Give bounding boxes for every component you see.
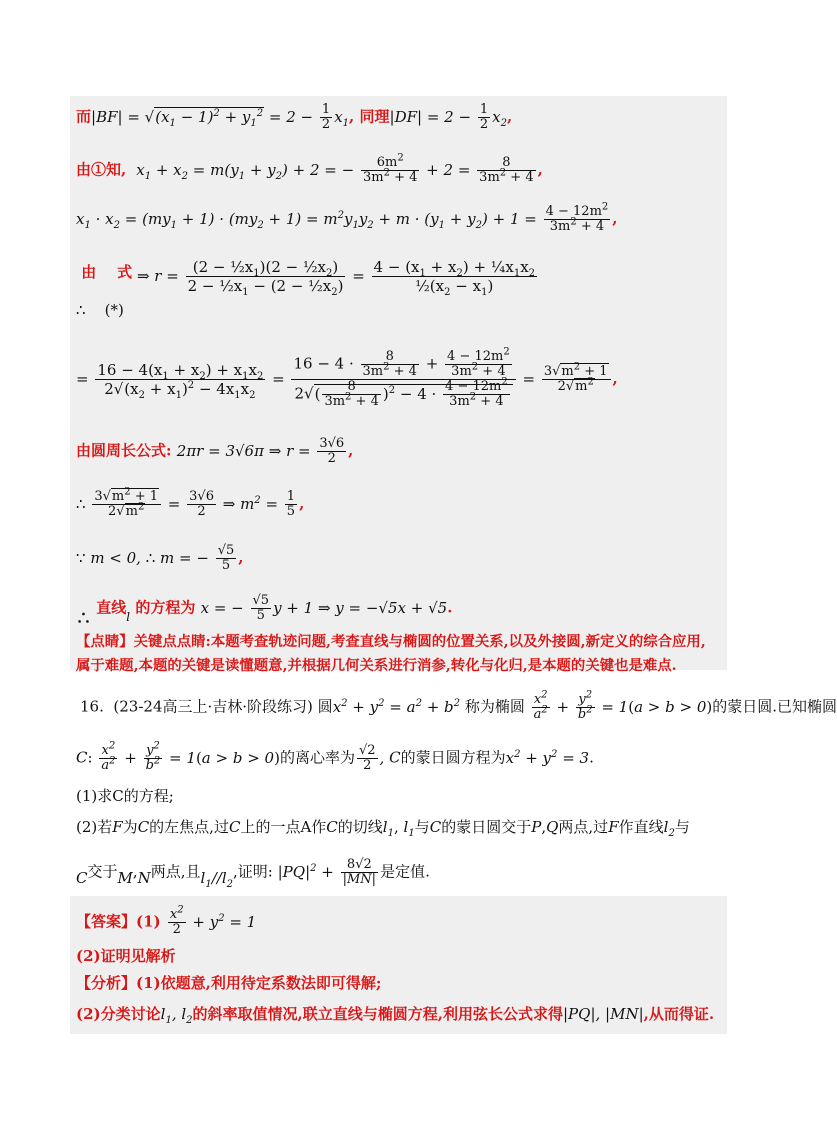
solution-line-8: ∴ $\frac{3√m^2 + 1}{2√m^2}$ = $\frac{3√6}{2}$ ⇒ $m^2$ = $\frac{1}{5}$ , — [76, 486, 305, 519]
comment-line-1: 【点睛】关键点点睛:本题考查轨迹问题,考查直线与椭圆的位置关系,以及外接圆,新定义的综合应用, — [76, 633, 706, 650]
solution-line-2: 由①知, $x_1 + x_2 = m(y_1 + y_2) + 2$ = − $\frac{6m^2}{3m^2 + 4}$ + 2 = $\frac{8}{3m^2 + 4}$ , — [76, 152, 543, 185]
analysis-line-2: (2)分类讨论$l_1$, $l_2$的斜率取值情况,联立直线与椭圆方程,利用弦长公式求得|PQ|, |MN|,从而得证. — [76, 1005, 715, 1026]
solution-line-1: 而$|BF| = √(x_1 - 1)^2 + y_1^2 = 2$ − $\frac{1}{2}$ $x_1$, 同理|DF| = 2 − $\frac{1}{2}$ $x_2$, — [76, 102, 513, 132]
solution-line-3: $x_1 \cdot x_2 = (my_1 + 1) \cdot (my_2 + 1) = m^2y_1y_2 + m \cdot (y_1 + y_2) + 1$ = $\frac{4 - 12m^2}{3m^2 + 4}$ , — [76, 201, 618, 234]
problem-question-1: (1)求C的方程; — [76, 787, 174, 805]
problem-line-2: C: $\frac{x^2}{a^2}$ + $\frac{y^2}{b^2}$ = 1(a > b > 0)的离心率为 $\frac{√2}{2}$ , C的蒙日圆方程为$x^2 + y^2 = 3$. — [76, 740, 594, 773]
problem-question-2b: C交于M,N两点,且$l_1//l_2$,证明: $|PQ|^2$ + $\frac{8√2}{|MN|}$ 是定值. — [76, 857, 430, 890]
answer-line-1: 【答案】(1) $\frac{x^2}{2}$ + $y^2 = 1$ — [76, 904, 257, 937]
solution-line-5: = $\frac{16 - 4(x_1 + x_2) + x_1x_2}{2√(x_2 + x_1)^2 - 4x_1x_2}$ = 16 − 4 · $\frac{8}{3m^2 + 4}$ + $\frac{4 - 12m^2}{3m^2 + 4}$ 2√( $\frac{8}{3m^2 + 4}$ )$^2$ − 4 · $\frac{4 - 12m^2}{3m^2 + 4}$ = $\frac{3√m^2 + 1}{2√m^2}$ , — [76, 346, 618, 409]
solution-line-10: ∴ 直线$_l$ 的方程为 x = − $\frac{√5}{5}$ y + 1 ⇒ y = −√5x + √5. — [76, 593, 453, 627]
problem-line-1: 16. (23-24高三上·吉林·阶段练习) 圆$x^2 + y^2 = a^2 + b^2$ 称为椭圆 $\frac{x^2}{a^2}$ + $\frac{y^2}{b^2}$ = 1(a > b > 0)的蒙日圆.已知椭圆 — [80, 689, 837, 722]
solution-line-7: 由圆周长公式: 2πr = 3√6π ⇒ r = $\frac{3√6}{2}$ , — [76, 436, 354, 466]
solution-line-4b: ∴ (*) — [76, 301, 124, 319]
solution-line-9: ∵ m < 0, ∴ m = − $\frac{√5}{5}$ , — [76, 543, 244, 573]
comment-line-2: 属于难题,本题的关键是读懂题意,并根据几何关系进行消参,转化与化归,是本题的关键也是难点. — [76, 657, 677, 674]
problem-question-2: (2)若F为C的左焦点,过C上的一点A作C的切线$l_1$, $l_1$与C的蒙日圆交于P,Q两点,过F作直线$l_2$与 — [76, 818, 690, 839]
answer-line-2: (2)证明见解析 — [76, 947, 176, 965]
analysis-line-1: 【分析】(1)依题意,利用待定系数法即可得解; — [76, 974, 382, 992]
solution-line-4: 由 式 ⇒ r = $\frac{(2 - \frac{1}{2}x_1)(2 - \frac{1}{2}x_2)}{2 - \frac{1}{2}x_1 - (2 - \frac{1}{2}x_2)}$ = $\frac{4 - (x_1 + x_2) + \frac{1}{4}x_1x_2}{\frac{1}{2}(x_2 - x_1)}$ — [81, 258, 536, 298]
